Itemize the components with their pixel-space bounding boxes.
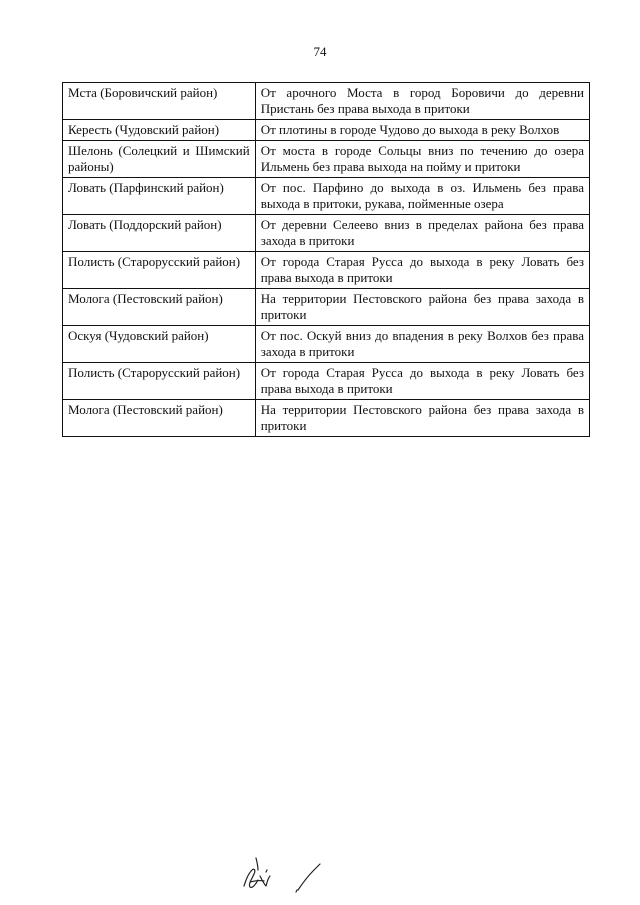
page-number: 74 — [313, 44, 327, 59]
table-row — [63, 326, 590, 363]
river-cell: Шелонь (Солецкий и Шимский районы) — [63, 141, 256, 178]
river-cell: Полисть (Старорусский район) — [63, 363, 256, 400]
description-cell: От деревни Селеево вниз в пределах района без права захода в притоки — [255, 215, 589, 252]
description-cell: От плотины в городе Чудово до выхода в реку Волхов — [255, 120, 589, 141]
table-row — [63, 141, 590, 178]
river-cell: Ловать (Парфинский район) — [63, 178, 256, 215]
table-row — [63, 252, 590, 289]
handwritten-signature-icon — [236, 846, 336, 896]
description-cell: От моста в городе Сольцы вниз по течению до озера Ильмень без права выхода на пойму и притоки — [255, 141, 589, 178]
description-cell: От города Старая Русса до выхода в реку Ловать без права выхода в притоки — [255, 363, 589, 400]
description-cell: На территории Пестовского района без права захода в притоки — [255, 400, 589, 437]
table-row — [63, 363, 590, 400]
table-row — [63, 120, 590, 141]
river-cell: Молога (Пестовский район) — [63, 289, 256, 326]
river-cell: Мста (Боровичский район) — [63, 83, 256, 120]
river-cell: Оскуя (Чудовский район) — [63, 326, 256, 363]
river-cell: Кересть (Чудовский район) — [63, 120, 256, 141]
description-cell: От арочного Моста в город Боровичи до деревни Пристань без права выхода в притоки — [255, 83, 589, 120]
table-row — [63, 400, 590, 437]
description-cell: От пос. Парфино до выхода в оз. Ильмень без права выхода в притоки, рукава, пойменные озера — [255, 178, 589, 215]
table-row — [63, 215, 590, 252]
table-row — [63, 83, 590, 120]
description-cell: На территории Пестовского района без права захода в притоки — [255, 289, 589, 326]
description-cell: От пос. Оскуй вниз до впадения в реку Волхов без права захода в притоки — [255, 326, 589, 363]
river-cell: Молога (Пестовский район) — [63, 400, 256, 437]
table-row — [63, 289, 590, 326]
table-row — [63, 178, 590, 215]
river-cell: Ловать (Поддорский район) — [63, 215, 256, 252]
river-cell: Полисть (Старорусский район) — [63, 252, 256, 289]
description-cell: От города Старая Русса до выхода в реку Ловать без права выхода в притоки — [255, 252, 589, 289]
rivers-table — [62, 82, 590, 437]
